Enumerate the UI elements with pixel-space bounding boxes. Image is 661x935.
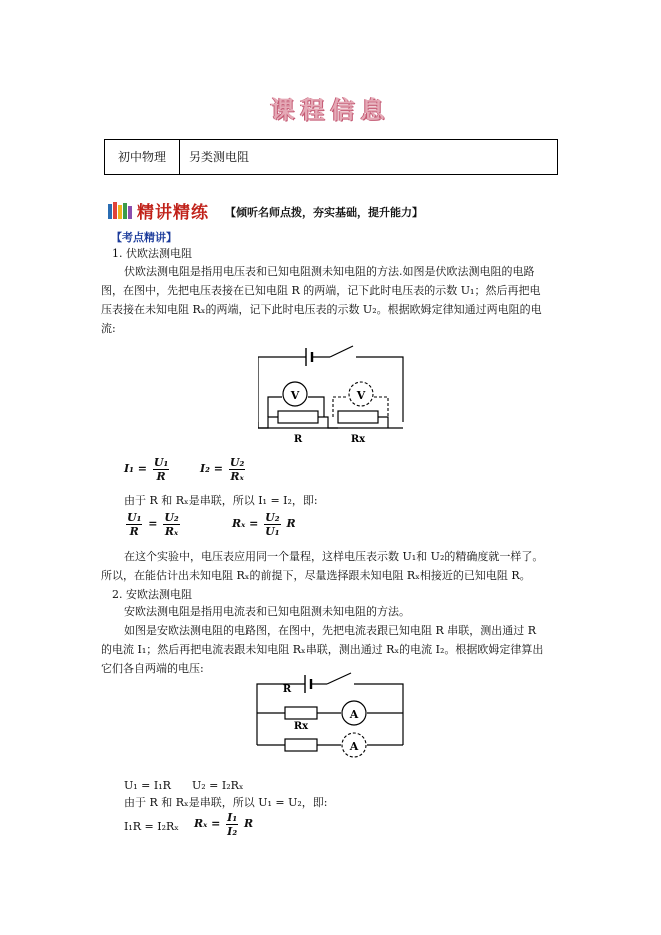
course-info-table xyxy=(104,139,558,175)
ammeter-1-label: A xyxy=(349,708,359,721)
banner-subtitle: 【倾听名师点拨，夯实基础，提升能力】 xyxy=(225,206,423,219)
formula-rx-current-left: Rₓ = xyxy=(194,817,221,830)
part1-para-line-4: 流: xyxy=(101,322,116,335)
part1-heading: 1. 伏欧法测电阻 xyxy=(112,247,192,260)
page-title: 课程信息 xyxy=(270,96,391,124)
formula-rx-voltage xyxy=(232,508,296,540)
formula-ratio-num1: U₁ xyxy=(127,510,142,524)
books-icon xyxy=(107,200,133,220)
ammeter-2-label: A xyxy=(349,740,359,753)
topic-cell: 另类测电阻 xyxy=(189,150,250,164)
formula-rx-current-right: R xyxy=(243,817,254,830)
formula-ratio-eq: = xyxy=(148,517,158,530)
banner-title: 精讲精练 xyxy=(137,203,209,223)
formula-ratio-num2: U₂ xyxy=(164,510,179,524)
part2-eq-u1: U₁ = I₁R xyxy=(124,779,171,792)
part1-series-text: 由于 R 和 Rₓ是串联，所以 I₁ = I₂，即: xyxy=(124,494,318,507)
formula-i2-numerator: U₂ xyxy=(229,455,245,469)
part1-conclusion-line-2: 所以，在能估计出未知电阻 Rₓ的前提下，尽量选择跟未知电阻 Rₓ相接近的已知电阻 R。 xyxy=(101,569,531,582)
part2-heading: 2. 安欧法测电阻 xyxy=(112,588,192,601)
part1-para-line-2: 图，在图中，先把电压表接在已知电阻 R 的两端，记下此时电压表的示数 U₁；然后再把电 xyxy=(101,284,541,297)
part2-para-line-2: 如图是安欧法测电阻的电路图，在图中，先把电流表跟已知电阻 R 串联，测出通过 R xyxy=(124,624,537,637)
formula-i2-denominator: Rₓ xyxy=(230,469,244,483)
part2-para-line-1: 安欧法测电阻是指用电流表和已知电阻测未知电阻的方法。 xyxy=(124,605,410,618)
subject-cell: 初中物理 xyxy=(105,140,180,174)
formula-ratio xyxy=(124,508,182,540)
part1-para-line-3: 压表接在未知电阻 Rₓ的两端，记下此时电压表的示数 U₂。根据欧姆定律知通过两电阻的电 xyxy=(101,303,542,316)
voltmeter-2-label: V xyxy=(356,389,366,402)
formula-i1-left: I₁ = xyxy=(124,462,148,475)
formula-i1-numerator: U₁ xyxy=(153,455,169,469)
formula-ratio-den2: Rₓ xyxy=(164,524,179,538)
resistor-r-label: R xyxy=(282,684,292,695)
formula-rx-current-denominator: I₂ xyxy=(227,824,238,838)
resistor-r-label: R xyxy=(293,434,303,445)
part2-eq-u2: U₂ = I₂Rₓ xyxy=(192,779,244,792)
formula-rx-right: R xyxy=(286,517,296,530)
part2-para-line-4: 它们各自两端的电压: xyxy=(101,662,204,675)
part2-para-line-3: 的电流 I₁；然后再把电流表跟未知电阻 Rₓ串联，测出通过 Rₓ的电流 I₂。根据欧姆定律算出 xyxy=(101,643,544,656)
voltmeter-1-label: V xyxy=(290,389,300,402)
part2-series-text: 由于 R 和 Rₓ是串联，所以 U₁ = U₂，即: xyxy=(124,796,328,809)
part1-para-line-1: 伏欧法测电阻是指用电压表和已知电阻测未知电阻的方法.如图是伏欧法测电阻的电路 xyxy=(124,265,535,278)
part2-eq-equal: I₁R = I₂Rₓ xyxy=(124,820,179,833)
formula-rx-numerator: U₂ xyxy=(265,510,280,524)
formula-i1-denominator: R xyxy=(156,469,166,483)
formula-rx-left: Rₓ = xyxy=(232,517,259,530)
formula-ratio-den1: R xyxy=(129,524,139,538)
section-label: 【考点精讲】 xyxy=(111,231,177,244)
formula-i2 xyxy=(200,454,247,484)
part1-conclusion-line-1: 在这个实验中，电压表应用同一个量程，这样电压表示数 U₁和 U₂的精确度就一样了。 xyxy=(124,550,544,563)
formula-rx-current xyxy=(194,808,253,840)
resistor-rx-label: Rx xyxy=(350,434,366,445)
formula-rx-denominator: U₁ xyxy=(265,524,280,538)
resistor-rx-label: Rx xyxy=(293,721,309,732)
ammeter-circuit-diagram xyxy=(255,670,407,770)
formula-i2-left: I₂ = xyxy=(200,462,224,475)
formula-rx-current-numerator: I₁ xyxy=(227,810,238,824)
voltmeter-circuit-diagram xyxy=(258,342,408,447)
formula-i1 xyxy=(124,454,171,484)
